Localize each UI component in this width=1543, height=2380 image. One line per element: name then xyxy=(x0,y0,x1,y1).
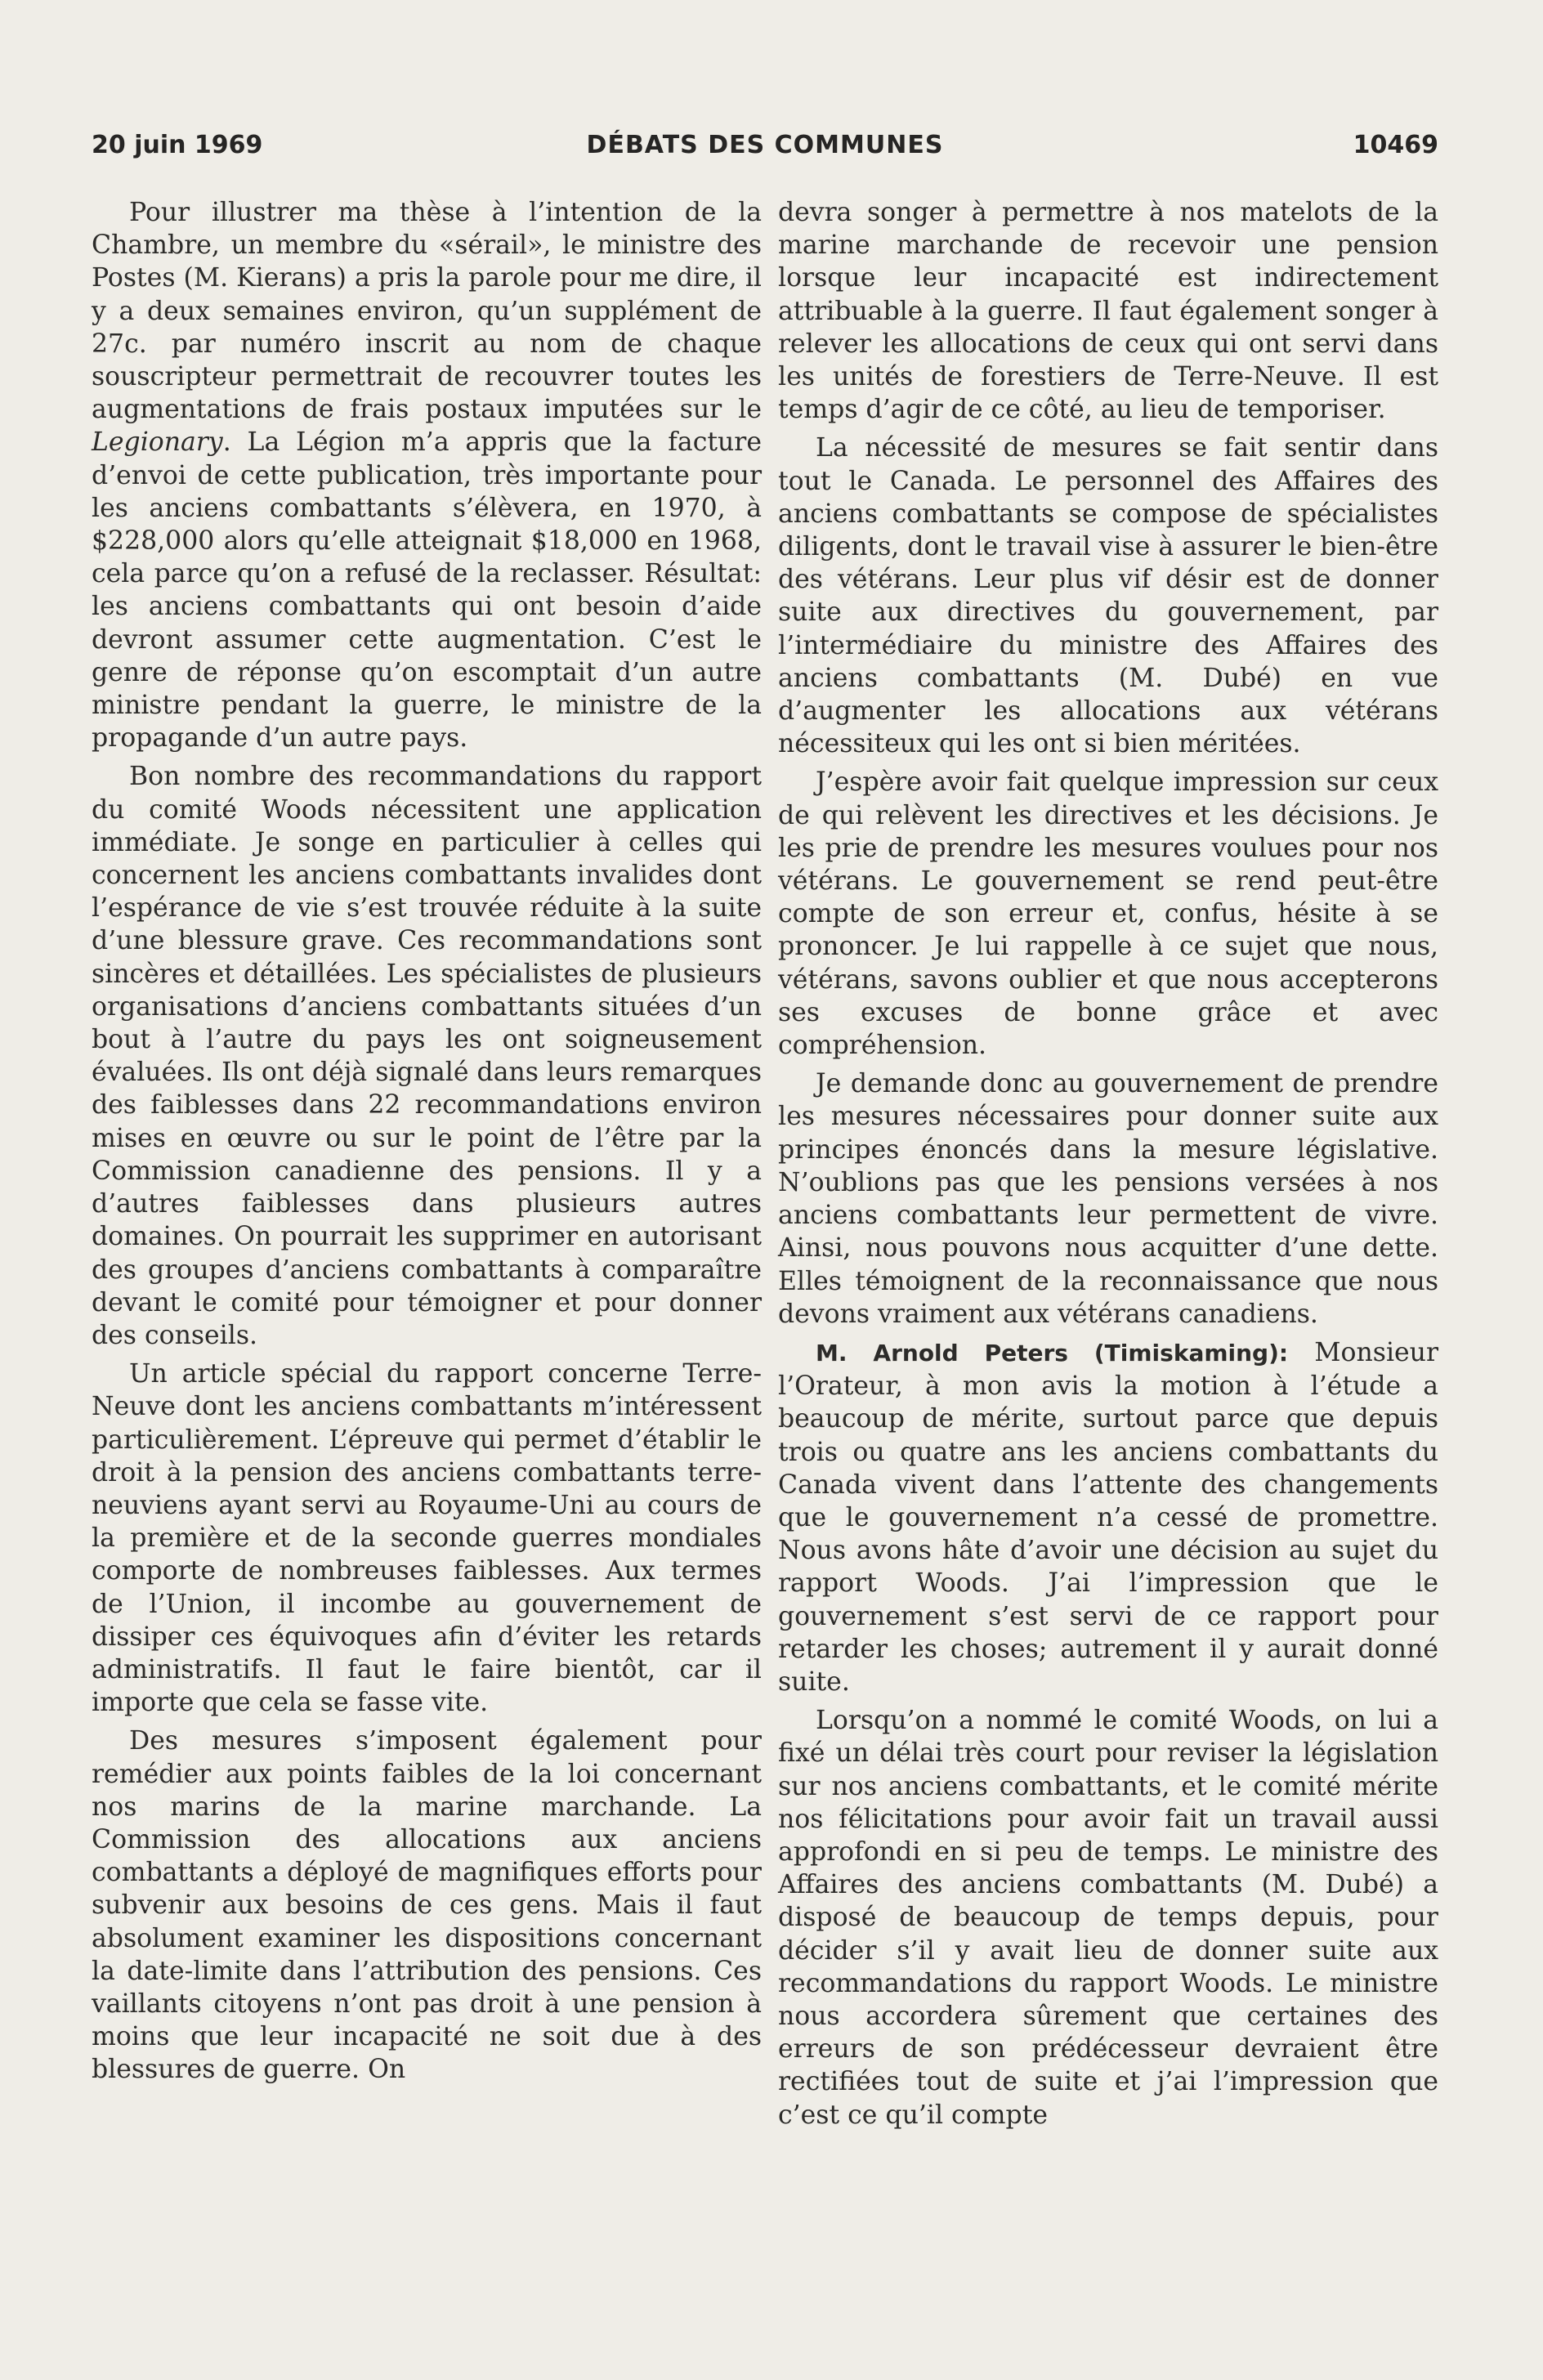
speech-paragraph: M. Arnold Peters (Timiskaming): Monsieur l’Orateur, à mon avis la motion à l’étude a beaucoup de mérite, surtout parce que depuis trois ou quatre ans les anciens combattants du Canada vivent dans l’attente des changements que le gouvernement n’a cessé de promettre. Nous avons hâte d’avoir une décision au sujet du rapport Woods. J’ai l’impression que le gouvernement s’est servi de ce rapport pour retarder les choses; autrement il y aurait donné suite. xyxy=(778,1337,1439,1697)
speaker-name: M. Arnold Peters (Timiskaming): xyxy=(816,1339,1289,1367)
paragraph: Des mesures s’imposent également pour remédier aux points faibles de la loi concernant nos marins de la marine marchande. La Commission des allocations aux anciens combattants a déployé de magnifiques efforts pour subvenir aux besoins de ces gens. Mais il faut absolument examiner les dispositions concernant la date-limite dans l’attribution des pensions. Ces vaillants citoyens n’ont pas droit à une pension à moins que leur incapacité ne soit due à des blessures de guerre. On xyxy=(92,1726,762,2085)
paragraph: Un article spécial du rapport concerne Terre-Neuve dont les anciens combattants m’intéressent particulièrement. L’épreuve qui permet d’établir le droit à la pension des anciens combattants terre-neuviens ayant servi au Royaume-Uni au cours de la première et de la seconde guerres mondiales comporte de nombreuses faiblesses. Aux termes de l’Union, il incombe au gouvernement de dissiper ces équivoques afin d’éviter les retards administratifs. Il faut le faire bientôt, car il importe que cela se fasse vite. xyxy=(92,1359,762,1718)
header-date: 20 juin 1969 xyxy=(92,131,263,159)
header-page-number: 10469 xyxy=(1353,131,1438,159)
paragraph: Lorsqu’on a nommé le comité Woods, on lui a fixé un délai très court pour reviser la législation sur nos anciens combattants, et le comité mérite nos félicitations pour avoir fait un travail aussi approfondi en si peu de temps. Le ministre des Affaires des anciens combattants (M. Dubé) a disposé de beaucoup de temps depuis, pour décider s’il y avait lieu de donner suite aux recommandations du rapport Woods. Le ministre nous accordera sûrement que certaines des erreurs de son prédécesseur devraient être rectifiées tout de suite et j’ai l’impression que c’est ce qu’il compte xyxy=(778,1706,1438,2130)
page-header xyxy=(92,131,1438,172)
header-title: DÉBATS DES COMMUNES xyxy=(586,131,944,159)
paragraph-continuation: devra songer à permettre à nos matelots de la marine marchande de recevoir une pension lorsque leur incapacité est indirectement attribuable à la guerre. Il faut également songer à relever les allocations de ceux qui ont servi dans les unités de forestiers de Terre-Neuve. Il est temps d’agir de ce côté, au lieu de temporiser. xyxy=(778,198,1438,425)
left-column xyxy=(92,196,762,2092)
paragraph: La nécessité de mesures se fait sentir dans tout le Canada. Le personnel des Affaires des anciens combattants se compose de spécialistes diligents, dont le travail vise à assurer le bien-être des vétérans. Leur plus vif désir est de donner suite aux directives du gouvernement, par l’intermédiaire du ministre des Affaires des anciens combattants (M. Dubé) en vue d’augmenter les allocations aux vétérans nécessiteux qui les ont si bien méritées. xyxy=(778,433,1438,759)
right-column xyxy=(778,196,1438,2137)
paragraph: Pour illustrer ma thèse à l’intention de la Chambre, un membre du «sérail», le ministre des Postes (M. Kierans) a pris la parole pour me dire, il y a deux semaines environ, qu’un supplément de 27c. par numéro inscrit au nom de chaque souscripteur permettrait de recouvrer toutes les augmentations de frais postaux imputées sur le Legionary. La Légion m’a appris que la facture d’envoi de cette publication, très importante pour les anciens combattants s’élèvera, en 1970, à $228,000 alors qu’elle atteignait $18,000 en 1968, cela parce qu’on a refusé de la reclasser. Résultat: les anciens combattants qui ont besoin d’aide devront assumer cette augmentation. C’est le genre de réponse qu’on escomptait d’un autre ministre pendant la guerre, le ministre de la propagande d’un autre pays. xyxy=(92,198,762,754)
paragraph: J’espère avoir fait quelque impression sur ceux de qui relèvent les directives et les décisions. Je les prie de prendre les mesures voulues pour nos vétérans. Le gouvernement se rend peut-être compte de son erreur et, confus, hésite à se prononcer. Je lui rappelle à ce sujet que nous, vétérans, savons oublier et que nous accepterons ses excuses de bonne grâce et avec compréhension. xyxy=(778,767,1438,1061)
publication-title: Legionary xyxy=(92,427,223,458)
paragraph: Je demande donc au gouvernement de prendre les mesures nécessaires pour donner suite aux principes énoncés dans la mesure législative. N’oublions pas que les pensions versées à nos anciens combattants leur permettent de vivre. Ainsi, nous pouvons nous acquitter d’une dette. Elles témoignent de la reconnaissance que nous devons vraiment aux vétérans canadiens. xyxy=(778,1069,1438,1329)
paragraph: Bon nombre des recommandations du rapport du comité Woods nécessitent une application immédiate. Je songe en particulier à celles qui concernent les anciens combattants invalides dont l’espérance de vie s’est trouvée réduite à la suite d’une blessure grave. Ces recommandations sont sincères et détaillées. Les spécialistes de plusieurs organisations d’anciens combattants situées d’un bout à l’autre du pays les ont soigneusement évaluées. Ils ont déjà signalé dans leurs remarques des faiblesses dans 22 recommandations environ mises en œuvre ou sur le point de l’être par la Commission canadienne des pensions. Il y a d’autres faiblesses dans plusieurs autres domaines. On pourrait les supprimer en autorisant des groupes d’anciens combattants à comparaître devant le comité pour témoigner et pour donner des conseils. xyxy=(92,762,762,1350)
